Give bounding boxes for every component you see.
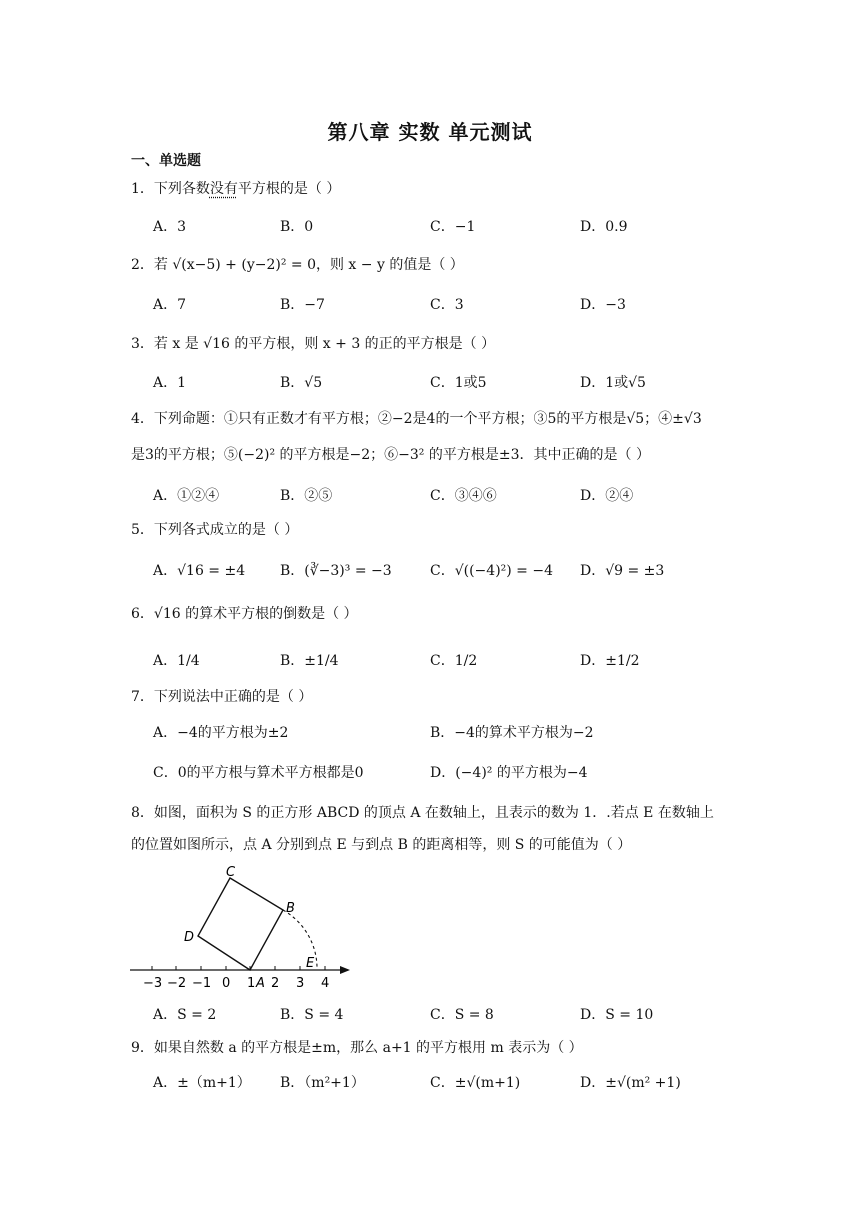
question-2-stem: 2．若 √(x−5) + (y−2)² = 0，则 x − y 的值是（ ） [131, 257, 464, 273]
question-8-stem-line1: 8．如图，面积为 S 的正方形 ABCD 的顶点 A 在数轴上，且表示的数为 1．.若点 E 在数轴上 [131, 805, 714, 821]
tick-label: 0 [222, 976, 231, 990]
q7-option-c: C．0的平方根与算术平方根都是0 [153, 765, 364, 781]
square-abcd [198, 878, 283, 970]
q4-option-c: C．③④⑥ [430, 488, 497, 504]
q2-option-d: D．−3 [580, 297, 626, 313]
q2-option-a: A．7 [153, 297, 187, 313]
q5-option-d: D．√9 = ±3 [580, 563, 665, 579]
vertex-c-label: C [226, 865, 236, 880]
tick-label: 1 [247, 976, 256, 990]
question-7-stem: 7．下列说法中正确的是（ ） [131, 689, 313, 705]
q3-option-d: D．1或√5 [580, 375, 646, 391]
q4-option-d: D．②④ [580, 488, 634, 504]
q9-option-b: B．（m²+1） [280, 1075, 365, 1091]
q5-option-c: C．√((−4)²) = −4 [430, 563, 553, 579]
q6-option-b: B．±1/4 [280, 653, 339, 669]
q7-option-d: D．(−4)² 的平方根为−4 [430, 765, 588, 781]
q1-option-a: A．3 [153, 219, 187, 235]
section-heading: 一、单选题 [131, 153, 201, 169]
q6-option-c: C．1/2 [430, 653, 478, 669]
tick-label: −2 [167, 976, 187, 990]
q8-option-c: C．S = 8 [430, 1007, 494, 1023]
question-3-stem: 3．若 x 是 √16 的平方根，则 x + 3 的正的平方根是（ ） [131, 336, 496, 352]
q7-option-b: B．−4的算术平方根为−2 [430, 725, 594, 741]
q6-option-d: D．±1/2 [580, 653, 640, 669]
q9-option-a: A．±（m+1） [153, 1075, 251, 1091]
q2-option-b: B．−7 [280, 297, 325, 313]
question-8-stem-line2: 的位置如图所示，点 A 分别到点 E 与到点 B 的距离相等，则 S 的可能值为（ ） [131, 837, 632, 853]
tick-label: −1 [192, 976, 212, 990]
page-title: 第八章 实数 单元测试 [327, 120, 533, 144]
q3-option-c: C．1或5 [430, 375, 487, 391]
question-6-stem: 6．√16 的算术平方根的倒数是（ ） [131, 606, 358, 622]
q8-option-b: B．S = 4 [280, 1007, 344, 1023]
question-5-stem: 5．下列各式成立的是（ ） [131, 522, 299, 538]
q1-option-c: C．−1 [430, 219, 476, 235]
tick-label: 2 [271, 976, 280, 990]
q5-option-a: A．√16 = ±4 [153, 563, 246, 579]
vertex-a-label: A [256, 976, 265, 990]
question-9-stem: 9．如果自然数 a 的平方根是±m，那么 a+1 的平方根用 m 表示为（ ） [131, 1040, 583, 1056]
q3-option-b: B．√5 [280, 375, 323, 391]
q9-option-d: D．±√(m² +1) [580, 1075, 681, 1091]
square-number-line-figure [128, 860, 360, 990]
q9-option-c: C．±√(m+1) [430, 1075, 521, 1091]
tick-label: 3 [296, 976, 305, 990]
q4-option-b: B．②⑤ [280, 488, 333, 504]
q5-option-b: B．(∛−3)³ = −3 [280, 563, 392, 579]
q1-option-d: D．0.9 [580, 219, 628, 235]
q7-option-a: A．−4的平方根为±2 [153, 725, 289, 741]
axis-arrow-icon [340, 966, 350, 974]
point-e-label: E [306, 956, 315, 971]
tick-label: 4 [321, 976, 330, 990]
q3-option-a: A．1 [153, 375, 187, 391]
q4-option-a: A．①②④ [153, 488, 220, 504]
q8-option-a: A．S = 2 [153, 1007, 217, 1023]
q1-option-b: B．0 [280, 219, 314, 235]
q2-option-c: C．3 [430, 297, 464, 313]
q8-option-d: D．S = 10 [580, 1007, 654, 1023]
tick-label: −3 [143, 976, 163, 990]
question-4-stem-line1: 4．下列命题：①只有正数才有平方根；②−2是4的一个平方根；③5的平方根是√5；④±√3 [131, 411, 702, 427]
question-1-stem: 1．下列各数没有平方根的是（ ） [131, 181, 341, 197]
vertex-d-label: D [184, 930, 195, 945]
q6-option-a: A．1/4 [153, 653, 200, 669]
vertex-b-label: B [286, 901, 295, 916]
question-4-stem-line2: 是3的平方根；⑤(−2)² 的平方根是−2；⑥−3² 的平方根是±3．其中正确的是（ ） [131, 447, 650, 463]
